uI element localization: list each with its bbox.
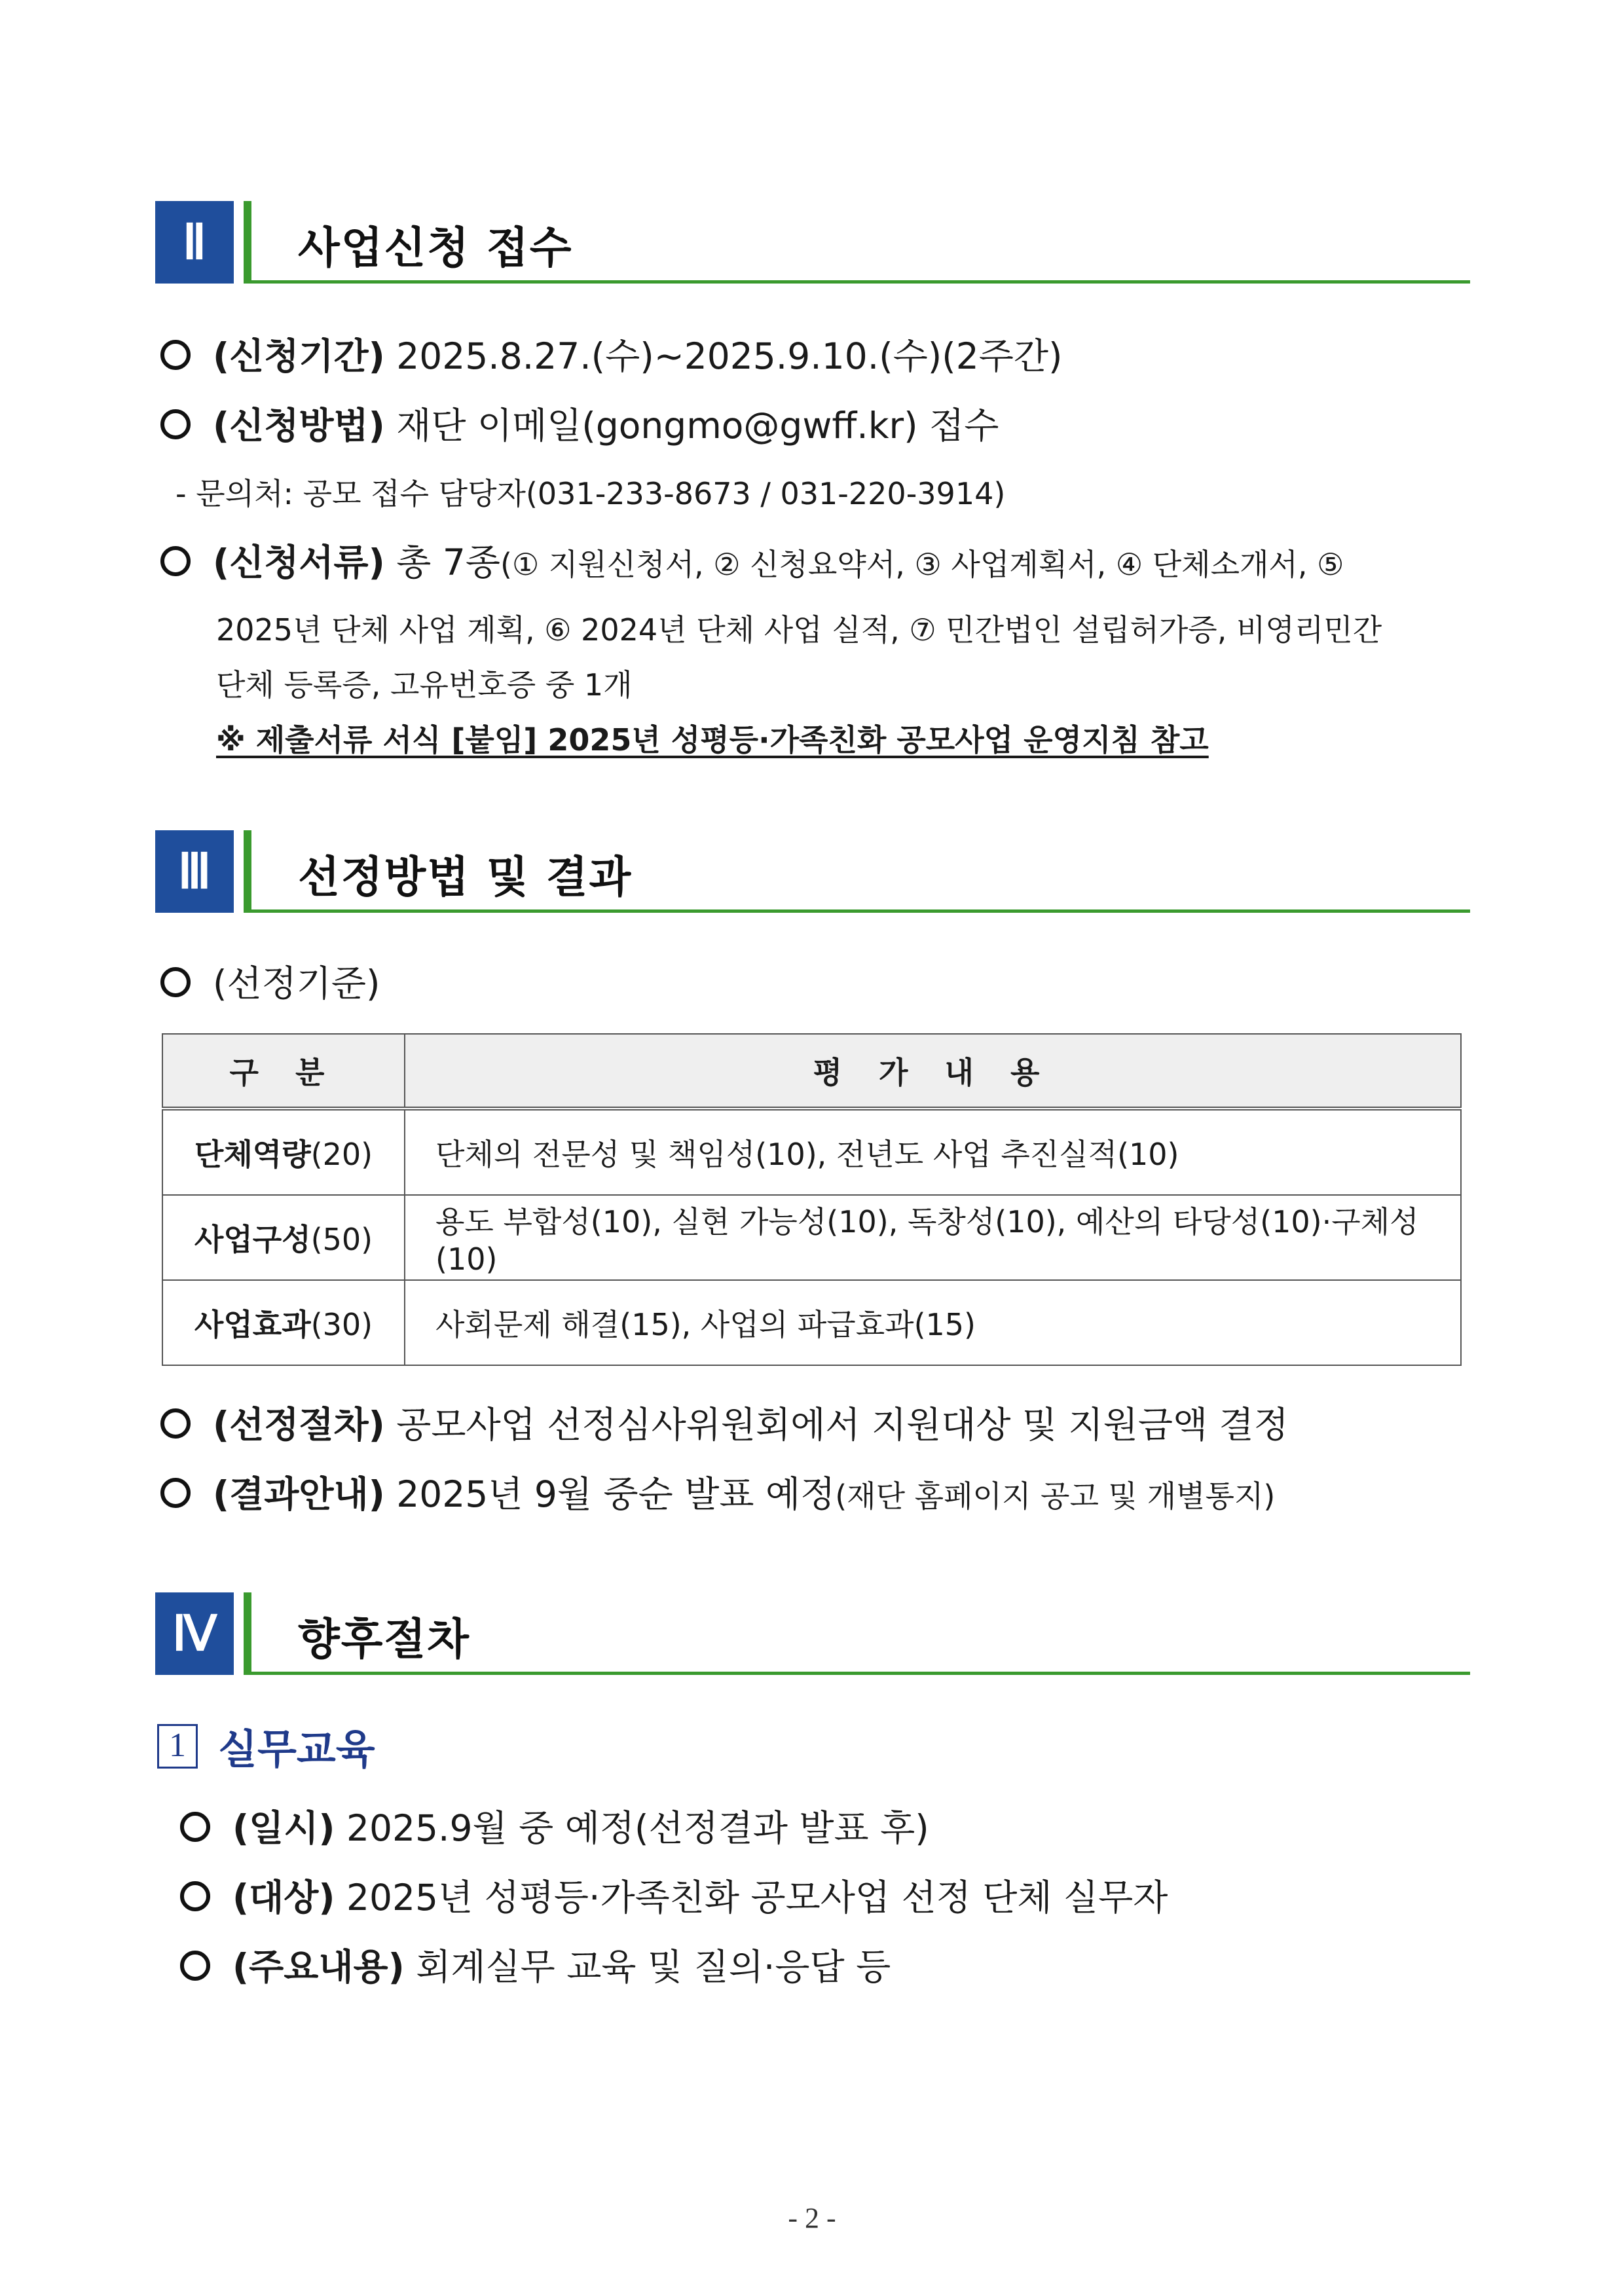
criteria-table bbox=[162, 1033, 1462, 1366]
section-3-numeral: Ⅲ bbox=[155, 830, 234, 913]
application-docs bbox=[160, 534, 1344, 585]
training-target bbox=[180, 1869, 1168, 1920]
criteria-score: (30) bbox=[310, 1307, 373, 1342]
training-content bbox=[180, 1938, 891, 1990]
criteria-content: 사회문제 해결(15), 사업의 파급효과(15) bbox=[405, 1280, 1461, 1365]
application-method bbox=[160, 397, 999, 449]
application-docs-line3: 단체 등록증, 고유번호증 중 1개 bbox=[216, 667, 633, 703]
selection-criteria-label: (선정기준) bbox=[213, 963, 380, 1004]
section-2-underline bbox=[251, 280, 1470, 284]
circle-bullet-icon bbox=[160, 409, 191, 439]
selection-criteria bbox=[160, 955, 380, 1006]
subsection-title: 실무교육 bbox=[218, 1725, 375, 1773]
application-method-label: (신청방법) bbox=[213, 405, 385, 447]
circle-bullet-icon bbox=[180, 1951, 210, 1981]
application-docs-line1: (① 지원신청서, ② 신청요약서, ③ 사업계획서, ④ 단체소개서, ⑤ bbox=[500, 547, 1344, 582]
selection-result bbox=[160, 1465, 1275, 1517]
selection-procedure-value: 공모사업 선정심사위원회에서 지원대상 및 지원금액 결정 bbox=[396, 1404, 1289, 1446]
criteria-category bbox=[162, 1280, 405, 1365]
section-4-title: 향후절차 bbox=[298, 1614, 471, 1664]
criteria-category bbox=[162, 1109, 405, 1195]
circle-bullet-icon bbox=[160, 546, 191, 576]
training-content-label: (주요내용) bbox=[232, 1946, 405, 1988]
application-period-value: 2025.8.27.(수)~2025.9.10.(수)(2주간) bbox=[396, 335, 1063, 377]
section-2-numeral: Ⅱ bbox=[155, 201, 234, 284]
training-target-value: 2025년 성평등·가족친화 공모사업 선정 단체 실무자 bbox=[346, 1877, 1168, 1919]
application-contact: - 문의처: 공모 접수 담당자(031-233-8673 / 031-220-3914) bbox=[175, 476, 1006, 511]
selection-result-note: (재단 홈페이지 공고 및 개별통지) bbox=[835, 1478, 1276, 1514]
application-period-label: (신청기간) bbox=[213, 335, 385, 377]
training-target-label: (대상) bbox=[232, 1877, 335, 1919]
criteria-table-header bbox=[162, 1034, 1461, 1109]
criteria-content: 용도 부합성(10), 실현 가능성(10), 독창성(10), 예산의 타당성(10)·구체성(10) bbox=[405, 1195, 1461, 1280]
table-row bbox=[162, 1109, 1461, 1195]
criteria-category-name: 사업효과 bbox=[194, 1307, 311, 1342]
criteria-category-name: 사업구성 bbox=[194, 1222, 311, 1257]
circle-bullet-icon bbox=[160, 1478, 191, 1508]
section-3-accent-bar bbox=[244, 830, 251, 913]
criteria-score: (20) bbox=[310, 1137, 373, 1172]
selection-result-value: 2025년 9월 중순 발표 예정 bbox=[396, 1473, 836, 1515]
section-4-numeral: Ⅳ bbox=[155, 1592, 234, 1675]
criteria-score: (50) bbox=[310, 1222, 373, 1257]
section-4-accent-bar bbox=[244, 1592, 251, 1675]
application-docs-lead: 총 7종 bbox=[396, 542, 501, 583]
circle-bullet-icon bbox=[180, 1812, 210, 1842]
selection-result-label: (결과안내) bbox=[213, 1473, 385, 1515]
training-date-value: 2025.9월 중 예정(선정결과 발표 후) bbox=[346, 1807, 929, 1849]
subsection-number: 1 bbox=[157, 1724, 198, 1769]
subsection-training bbox=[157, 1717, 375, 1775]
criteria-content: 단체의 전문성 및 책임성(10), 전년도 사업 추진실적(10) bbox=[405, 1109, 1461, 1195]
training-content-value: 회계실무 교육 및 질의·응답 등 bbox=[416, 1946, 891, 1988]
application-docs-label: (신청서류) bbox=[213, 542, 385, 583]
training-date-label: (일시) bbox=[232, 1807, 335, 1849]
criteria-header-content: 평 가 내 용 bbox=[405, 1034, 1461, 1109]
criteria-header-category: 구 분 bbox=[162, 1034, 405, 1109]
application-docs-line2: 2025년 단체 사업 계획, ⑥ 2024년 단체 사업 실적, ⑦ 민간법인 설립허가증, 비영리민간 bbox=[216, 612, 1382, 648]
application-docs-note: ※ 제출서류 서식 [붙임] 2025년 성평등·가족친화 공모사업 운영지침 참고 bbox=[216, 722, 1209, 758]
table-row bbox=[162, 1195, 1461, 1280]
page-number: - 2 - bbox=[788, 2202, 836, 2234]
section-2-accent-bar bbox=[244, 201, 251, 284]
section-2-title: 사업신청 접수 bbox=[298, 223, 573, 273]
selection-procedure bbox=[160, 1396, 1289, 1448]
selection-procedure-label: (선정절차) bbox=[213, 1404, 385, 1446]
circle-bullet-icon bbox=[180, 1881, 210, 1911]
table-row bbox=[162, 1280, 1461, 1365]
circle-bullet-icon bbox=[160, 967, 191, 997]
section-3-underline bbox=[251, 909, 1470, 913]
application-method-value: 재단 이메일(gongmo@gwff.kr) 접수 bbox=[396, 405, 999, 447]
application-period bbox=[160, 327, 1062, 379]
training-date bbox=[180, 1799, 929, 1851]
criteria-category bbox=[162, 1195, 405, 1280]
circle-bullet-icon bbox=[160, 1408, 191, 1439]
section-3-title: 선정방법 및 결과 bbox=[298, 852, 633, 902]
circle-bullet-icon bbox=[160, 340, 191, 370]
section-4-underline bbox=[251, 1672, 1470, 1675]
criteria-category-name: 단체역량 bbox=[194, 1137, 311, 1172]
